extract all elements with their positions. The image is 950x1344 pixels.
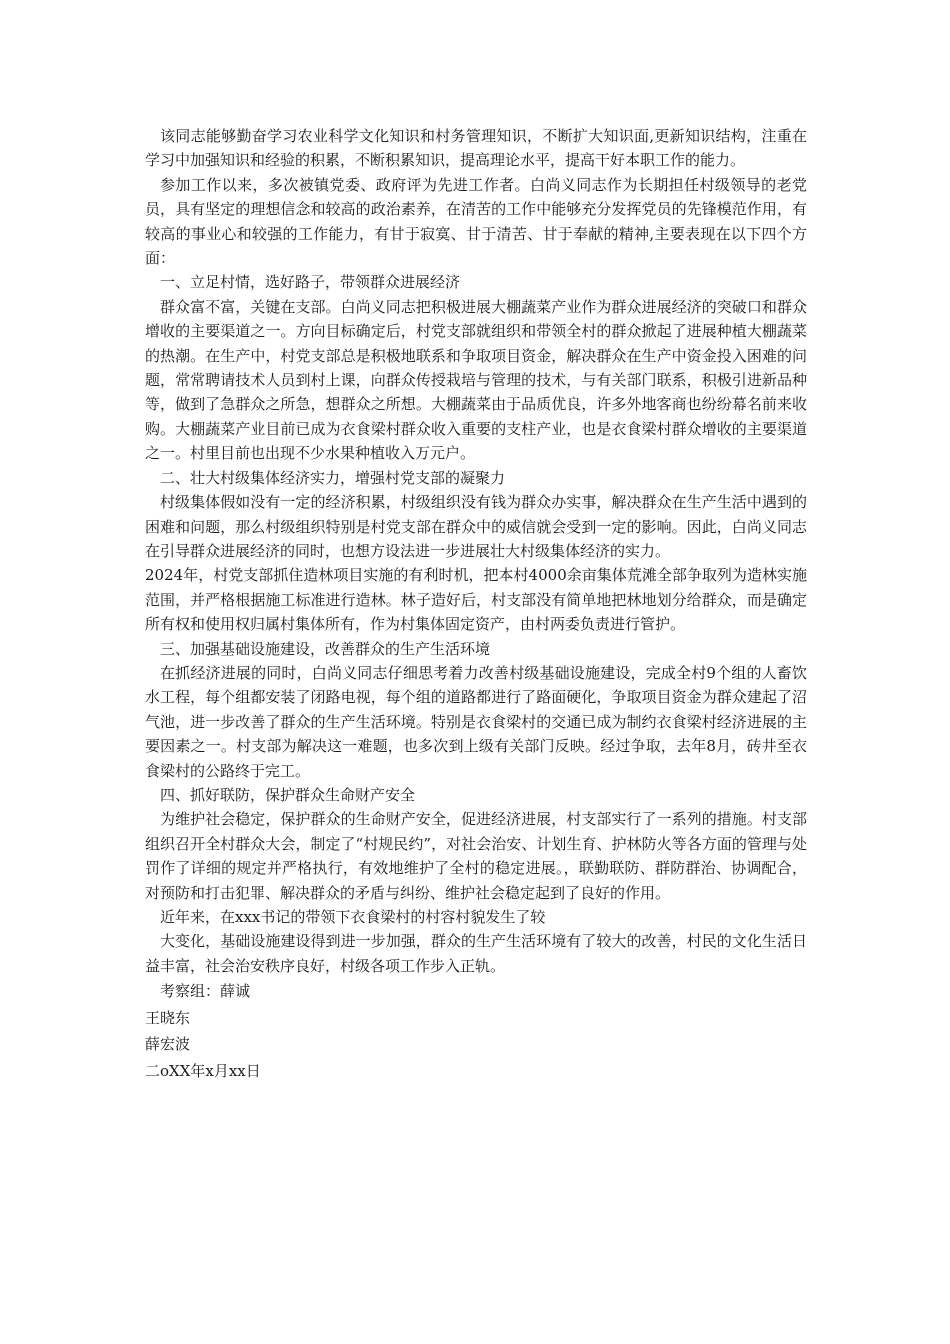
paragraph-recent-years: 近年来，在xxx书记的带领下衣食梁村的村容村貌发生了较: [160, 908, 546, 926]
document-body: [145, 124, 807, 1084]
paragraph-intro: 参加工作以来，多次被镇党委、政府评为先进工作者。白尚义同志作为长期担任村级领导的老党员，具有坚定的理想信念和较高的政治素养，在清苦的工作中能够充分发挥党员的先锋模范作用，有较高的事业心和较强的工作能力，有甘于寂寞、甘于清苦、甘于奉献的精神,主要表现在以下四个方面：: [145, 175, 807, 268]
paragraph-afforestation: 2024年，村党支部抓住造林项目实施的有利时机，把本村4000余亩集体荒滩全部争取列为造林实施范围，并严格根据施工标准进行造林。林子造好后，村支部没有简单地把林地划分给群众，而是确定所有权和使用权归属村集体所有，作为村集体固定资产，由村两委负责进行管护。: [145, 566, 807, 634]
signature-group: 考察组：薛诚: [160, 982, 251, 1001]
paragraph-infrastructure: 在抓经济进展的同时，白尚义同志仔细思考着力改善村级基础设施建设，完成全村9个组的人畜饮水工程，每个组都安装了闭路电视，每个组的道路都进行了路面硬化，争取项目资金为群众建起了沼气池，进一步改善了群众的生产生活环境。特别是衣食梁村的交通已成为制约衣食梁村经济进展的主要因素之一。村支部为解决这一难题，也多次到上级有关部门反映。经过争取，去年8月，砖井至衣食梁村的公路终于完工。: [145, 663, 807, 780]
signature-date: 二oXX年x月xx日: [145, 1061, 261, 1080]
paragraph-security: 为维护社会稳定，保护群众的生命财产安全，促进经济进展，村支部实行了一系列的措施。村支部组织召开全村群众大会，制定了“村规民约”，对社会治安、计划生育、护林防火等各方面的管理与处罚作了详细的规定并严格执行，有效地维护了全村的稳定进展。，联勤联防、群防群治、协调配合，对预防和打击犯罪、解决群众的矛盾与纠纷、维护社会稳定起到了良好的作用。: [145, 810, 807, 902]
paragraph-collective-economy: 村级集体假如没有一定的经济积累，村级组织没有钱为群众办实事，解决群众在生产生活中遇到的困难和问题，那么村级组织特别是村党支部在群众中的威信就会受到一定的影响。因此，白尚义同志在引导群众进展经济的同时，也想方设法进一步进展壮大村级集体经济的实力。: [145, 493, 807, 560]
signature-member-2: 薛宏波: [145, 1035, 191, 1054]
section-heading-2: 二、壮大村级集体经济实力，增强村党支部的凝聚力: [160, 468, 506, 487]
section-heading-1: 一、立足村情，选好路子，带领群众进展经济: [160, 273, 461, 292]
section-heading-4: 四、抓好联防，保护群众生命财产安全: [160, 785, 416, 804]
paragraph-changes: 大变化，基础设施建设得到进一步加强，群众的生产生活环境有了较大的改善，村民的文化生活日益丰富，社会治安秩序良好，村级各项工作步入正轨。: [145, 932, 807, 975]
signature-member-1: 王晓东: [145, 1008, 191, 1027]
paragraph-study: 该同志能够勤奋学习农业科学文化知识和村务管理知识，不断扩大知识面,更新知识结构，注重在学习中加强知识和经验的积累，不断积累知识，提高理论水平，提高干好本职工作的能力。: [145, 127, 807, 170]
paragraph-vegetables: 群众富不富，关键在支部。白尚义同志把积极进展大棚蔬菜产业作为群众进展经济的突破口和群众增收的主要渠道之一。方向目标确定后，村党支部就组织和带领全村的群众掀起了进展种植大棚蔬菜的热潮。在生产中，村党支部总是积极地联系和争取项目资金，解决群众在生产中资金投入困难的问题，常常聘请技术人员到村上课，向群众传授栽培与管理的技术，与有关部门联系，积极引进新品种等，做到了急群众之所急，想群众之所想。大棚蔬菜由于品质优良，许多外地客商也纷纷幕名前来收购。大棚蔬菜产业目前已成为衣食梁村群众收入重要的支柱产业，也是衣食梁村群众增收的主要渠道之一。村里目前也出现不少水果种植收入万元户。: [145, 297, 807, 463]
section-heading-3: 三、加强基础设施建设，改善群众的生产生活环境: [160, 639, 491, 658]
